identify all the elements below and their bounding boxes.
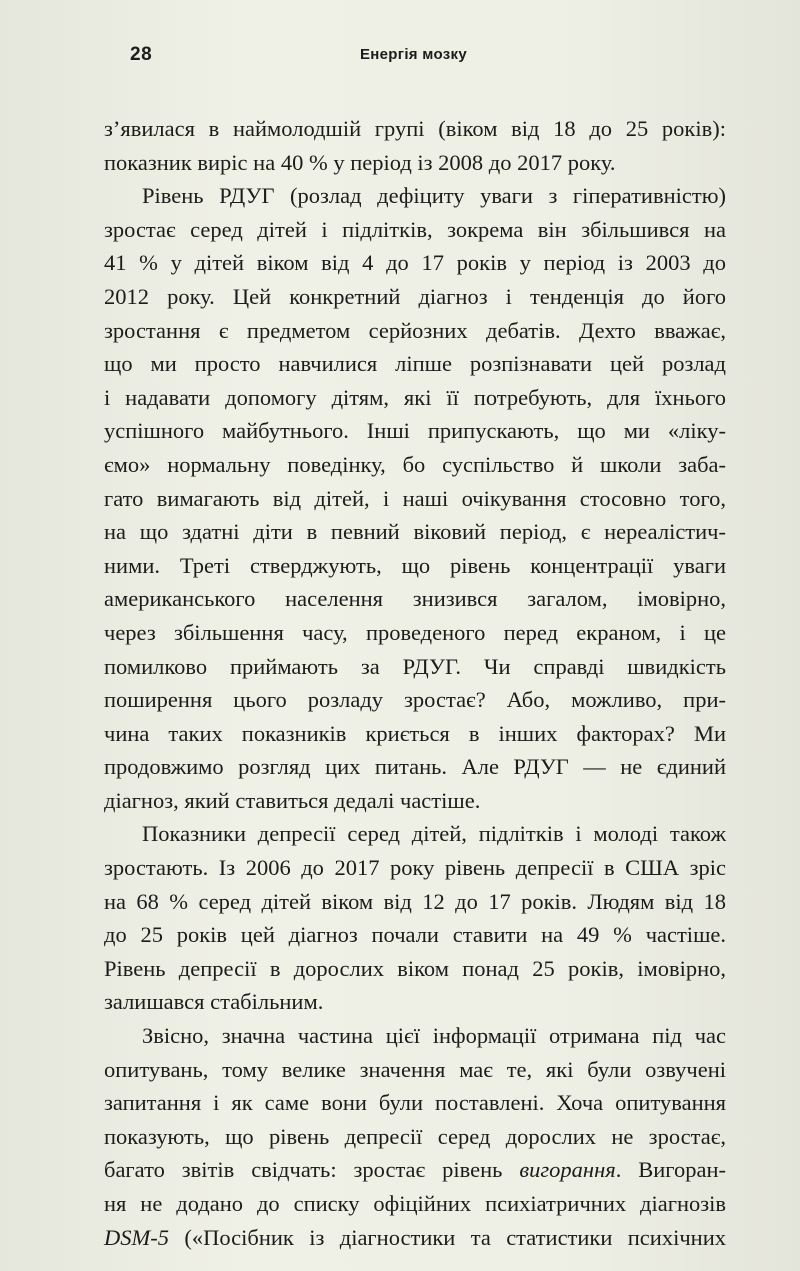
page-header: [130, 44, 750, 74]
text-line: успішного майбутнього. Інші припускають, що ми «ліку-: [104, 418, 726, 444]
text-line: ними. Треті стверджують, що рівень концентрації уваги: [104, 552, 726, 578]
text-line: Рівень депресії в дорослих віком понад 25 років, імовірно,: [104, 955, 726, 981]
text-line: гато вимагають від дітей, і наші очікування стосовно того,: [104, 485, 726, 511]
text-line: опитувань, тому велике значення має те, які були озвучені: [104, 1056, 726, 1082]
text-line: що ми просто навчилися ліпше розпізнавати цей розлад: [104, 351, 726, 377]
text-line: 2012 року. Цей конкретний діагноз і тенденція до його: [104, 283, 726, 309]
text-line: показник виріс на 40 % у період із 2008 до 2017 року.: [104, 149, 616, 175]
text-line: залишався стабільним.: [104, 989, 324, 1015]
text-line: 41 % у дітей віком від 4 до 17 років у період із 2003 до: [104, 250, 726, 276]
running-title: Енергія мозку: [360, 46, 467, 63]
paragraph-3: [104, 817, 726, 1019]
paragraph-2: [104, 179, 726, 817]
text-line: на що здатні діти в певний віковий період, є нереалістич-: [104, 519, 726, 545]
text-line: і надавати допомогу дітям, які її потребують, для їхнього: [104, 384, 726, 410]
text-line: помилково приймають за РДУГ. Чи справді швидкість: [104, 653, 726, 679]
italic-term: вигорання: [519, 1157, 616, 1183]
text-line: ня не додано до списку офіційних психіатричних діагнозів: [104, 1191, 726, 1216]
text-line: зростають. Із 2006 до 2017 року рівень депресії в США зріс: [104, 855, 726, 881]
text-line: показують, що рівень депресії серед дорослих не зростає,: [104, 1123, 726, 1149]
text-line: чина таких показників криється в інших факторах? Ми: [104, 720, 726, 746]
text-line: ємо» нормальну поведінку, бо суспільство й школи заба-: [104, 451, 726, 477]
text-line: з’явилася в наймолодшій групі (віком від 18 до 25 років):: [104, 116, 726, 141]
body-text: [104, 112, 726, 1254]
italic-term: DSM-5: [104, 1224, 169, 1250]
text-line: поширення цього розладу зростає? Або, можливо, при-: [104, 687, 726, 713]
text-line: діагноз, який ставиться дедалі частіше.: [104, 787, 481, 813]
text-run: («Посібник із діагностики та статистики психічних: [168, 1224, 726, 1250]
text-line: американського населення знизився загалом, імовірно,: [104, 586, 726, 612]
text-line: Показники депресії серед дітей, підлітків і молоді також: [142, 821, 726, 847]
paragraph-1: [104, 112, 726, 179]
text-line: на 68 % серед дітей віком від 12 до 17 років. Людям від 18: [104, 888, 726, 914]
text-line: запитання і як саме вони були поставлені. Хоча опитування: [104, 1090, 726, 1116]
text-line-with-italic: [104, 1221, 726, 1255]
text-line: Звісно, значна частина цієї інформації отримана під час: [142, 1023, 726, 1049]
text-line: продовжимо розгляд цих питань. Але РДУГ — не єдиний: [104, 754, 726, 780]
text-line-with-italic: [104, 1153, 726, 1187]
text-run: . Вигоран-: [615, 1157, 726, 1183]
text-line: Рівень РДУГ (розлад дефіциту уваги з гіперативністю): [142, 183, 726, 209]
text-line: через збільшення часу, проведеного перед екраном, і це: [104, 619, 726, 645]
text-run: багато звітів свідчать: зростає рівень: [104, 1157, 520, 1183]
text-line: зростання є предметом серйозних дебатів. Дехто вважає,: [104, 317, 726, 343]
page-number: 28: [130, 44, 153, 65]
text-line: зростає серед дітей і підлітків, зокрема він збільшився на: [104, 216, 726, 242]
paragraph-4: [104, 1019, 726, 1254]
text-line: до 25 років цей діагноз почали ставити на 49 % частіше.: [104, 922, 726, 948]
